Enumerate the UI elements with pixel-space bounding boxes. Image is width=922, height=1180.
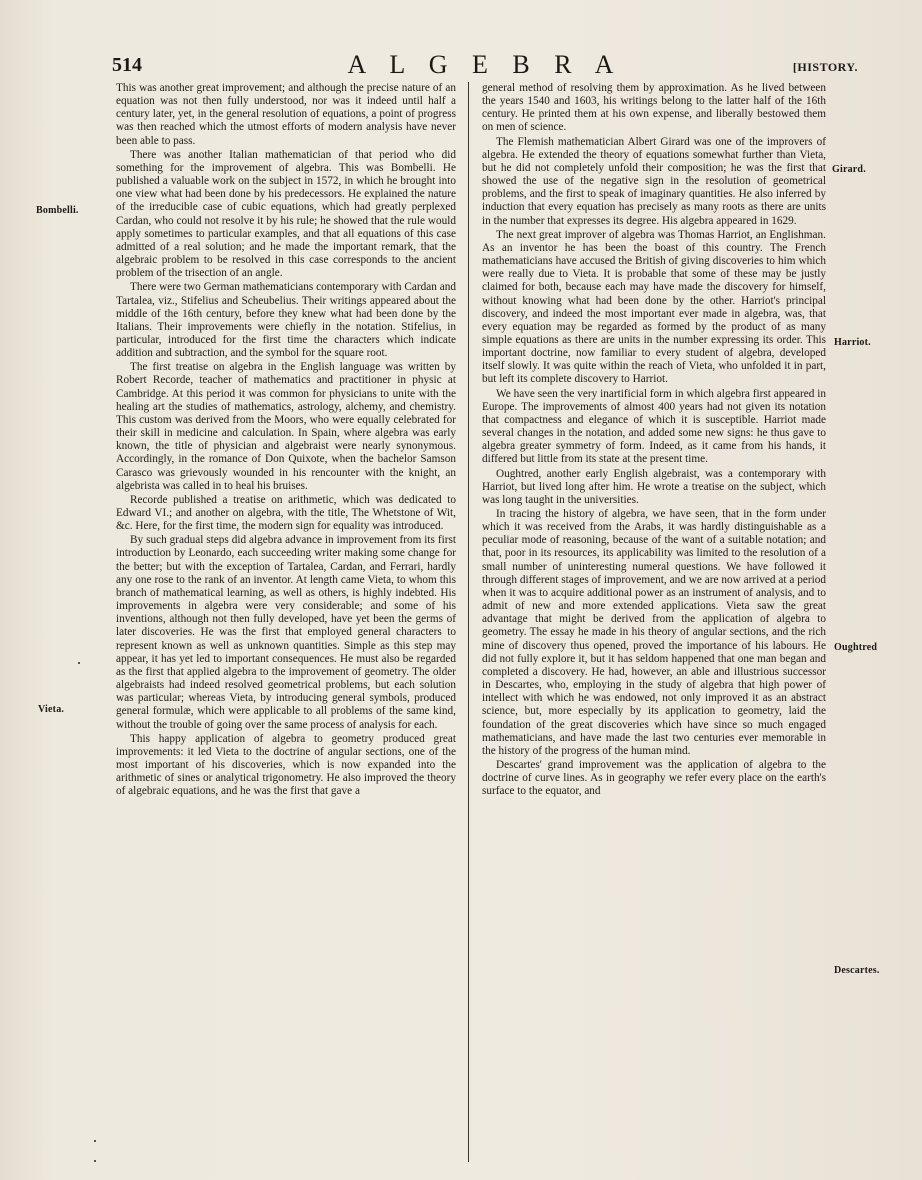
margin-note-bombelli: Bombelli. — [36, 205, 79, 216]
margin-note-vieta: Vieta. — [38, 704, 65, 715]
margin-note-descartes: Descartes. — [834, 965, 880, 976]
paragraph: There was another Italian mathematician of that period who did something for the improvement of algebra. This was Bombelli. He published a valuable work on the subject in 1572, in which he brought into one view what had been done by his predecessors. He explained the nature of the irreducible case of cubic equations, which had greatly perplexed Cardan, who could not resolve it by his rule; he showed that the rule would apply sometimes to particular examples, and that all equations of this case admitted of a real solution; and he made the important remark, that the algebraic problem to be resolved in this case corresponds to the ancient problem of the trisection of an angle. — [116, 148, 456, 280]
paragraph: There were two German mathematicians contemporary with Cardan and Tartalea, viz., Stifelius and Scheubelius. Their writings appeared about the middle of the 16th century, before they knew what had been done by the Italians. Their improvements were chiefly in the notation. Stifelius, in particular, introduced for the first time the characters which indicate addition and subtraction, and the symbol for the square root. — [116, 281, 456, 360]
paragraph: The next great improver of algebra was Thomas Harriot, an Englishman. As an inventor he has been the boast of this country. The French mathematicians have accused the British of giving discoveries to him which were really due to Vieta. It is probable that some of these may be justly claimed for both, because each may have made the discovery for himself, without knowing what had been done by the other. Harriot's principal discovery, and indeed the most important ever made in algebra, was, that every equation may be regarded as formed by the product of as many simple equations as there are units in the number expressing its order. This important doctrine, now familiar to every student of algebra, developed itself slowly. It was quite within the reach of Vieta, who unfolded it in part, but left its complete discovery to Harriot. — [482, 228, 826, 386]
page-header — [112, 50, 858, 84]
margin-dot — [94, 1160, 96, 1162]
paragraph: By such gradual steps did algebra advance in improvement from its first introduction by Leonardo, each succeeding writer making some change for the better; but with the exception of Tartalea, Cardan, and Ferrari, hardly any one rose to the rank of an inventor. At length came Vieta, to whom this branch of mathematical learning, as well as others, is highly indebted. His improvements in algebra were very considerable; and some of his inventions, although not then fully developed, have yet been the germs of later discoveries. He was the first that employed general characters to represent known as well as unknown quantities. Simple as this step may appear, it has yet led to important consequences. He must also be regarded as the first that applied algebra to the improvement of geometry. The older algebraists had indeed resolved geometrical problems, but each solution was particular; whereas Vieta, by introducing general symbols, produced general formulæ, which were applicable to all problems of the same kind, without the trouble of going over the same process of analysis for each. — [116, 534, 456, 731]
paragraph: This happy application of algebra to geometry produced great improvements: it led Vieta to the doctrine of angular sections, one of the most important of his discoveries, which is now expanded into the arithmetic of sines or analytical trigonometry. He also improved the theory of algebraic equations, and he was the first that gave a — [116, 732, 456, 798]
right-column — [482, 82, 826, 1162]
page-number: 514 — [112, 54, 142, 76]
margin-note-oughtred: Oughtred — [834, 642, 878, 653]
paragraph: Oughtred, another early English algebraist, was a contemporary with Harriot, but lived long after him. He wrote a treatise on the subject, which was long taught in the universities. — [482, 467, 826, 506]
paragraph: general method of resolving them by approximation. As he lived between the years 1540 and 1603, his writings belong to the latter half of the 16th century. He printed them at his own expense, and liberally bestowed them on men of science. — [482, 82, 826, 134]
margin-note-girard: Girard. — [832, 164, 866, 175]
paragraph: We have seen the very inartificial form in which algebra first appeared in Europe. The improvements of almost 400 years had not given its notation that compactness and elegance of which it is susceptible. Harriot made several changes in the notation, and added some new signs: he thus gave to algebra greater symmetry of form. Indeed, as it came from his hands, it differed but little from its state at the present time. — [482, 387, 826, 466]
margin-note-harriot: Harriot. — [834, 337, 871, 348]
running-title: A L G E B R A — [347, 50, 623, 79]
margin-dot — [78, 662, 80, 664]
margin-dot — [94, 1140, 96, 1142]
paragraph: This was another great improvement; and although the precise nature of an equation was not then fully understood, nor was it indeed until half a century later, yet, in the general resolution of equations, a point of progress was then reached which the utmost efforts of modern analysis have never been able to pass. — [116, 82, 456, 147]
paragraph: Descartes' grand improvement was the application of algebra to the doctrine of curve lines. As in geography we refer every place on the earth's surface to the equator, and — [482, 758, 826, 798]
paragraph: In tracing the history of algebra, we have seen, that in the form under which it was received from the Arabs, it was hardly distinguishable as a peculiar mode of reasoning, because of the want of a suitable notation; and that, poor in its resources, its applicability was limited to the resolution of a small number of uninteresting numeral questions. We have followed it through different stages of improvement, and we are now arrived at a period when it was to acquire additional power as an instrument of analysis, and to admit of new and more extended applications. Vieta saw the great advantage that might be derived from the application of algebra to geometry. The essay he made in his theory of angular sections, and the rich mine of discovery thus opened, proved the importance of his labours. He did not fully explore it, but it has seldom happened that one man began and completed a discovery. He had, however, an able and illustrious successor in Descartes, who, employing in the study of algebra that high power of intellect with which he was endowed, not only improved it as an abstract science, but, more especially by its application to geometry, laid the foundation of the great discoveries which have since so much engaged mathematicians, and have made the last two centuries ever memorable in the history of the progress of the human mind. — [482, 508, 826, 757]
paragraph: The Flemish mathematician Albert Girard was one of the improvers of algebra. He extended the theory of equations somewhat further than Vieta, but he did not completely unfold their composition; he was the first that showed the use of the negative sign in the resolution of geometrical problems, and the first to speak of imaginary quantities. He also inferred by induction that every equation has precisely as many roots as there are units in the number that expresses its degree. His algebra appeared in 1629. — [482, 135, 826, 227]
paragraph: The first treatise on algebra in the English language was written by Robert Recorde, teacher of mathematics and practitioner in physic at Cambridge. At this period it was common for physicians to unite with the healing art the studies of mathematics, astrology, alchemy, and chemistry. This custom was derived from the Moors, who were equally celebrated for their skill in medicine and calculation. In Spain, where algebra was early known, the title of physician and algebraist were nearly synonymous. Accordingly, in the romance of Don Quixote, when the bachelor Samson Carasco was grievously wounded in his rencounter with the knight, an algebrista was called in to heal his bruises. — [116, 361, 456, 492]
left-column — [116, 82, 456, 1162]
paragraph: Recorde published a treatise on arithmetic, which was dedicated to Edward VI.; and another on algebra, with the title, The Whetstone of Wit, &c. Here, for the first time, the modern sign for equality was introduced. — [116, 493, 456, 533]
section-tag: [HISTORY. — [792, 60, 858, 74]
column-divider — [468, 82, 469, 1162]
